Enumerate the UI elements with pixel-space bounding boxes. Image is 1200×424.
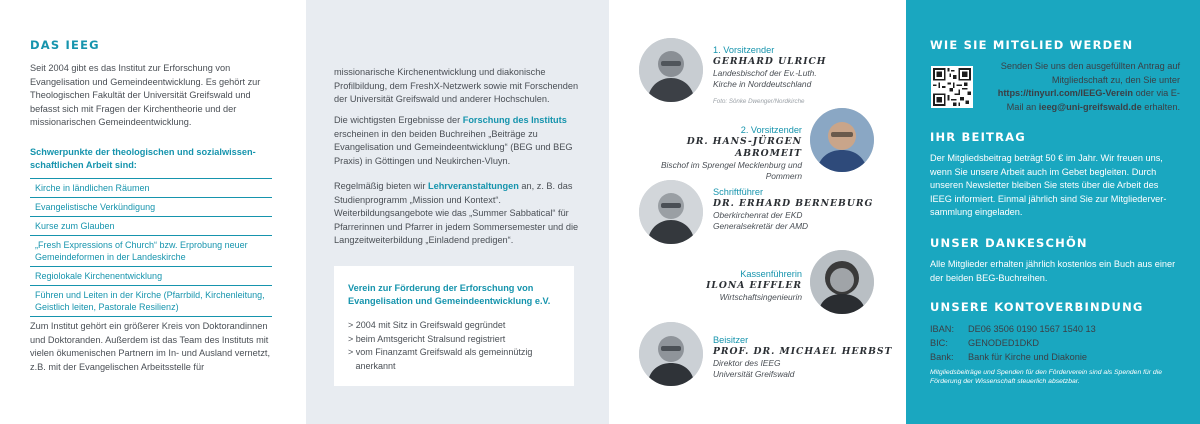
focus-heading: Schwerpunkte der theologischen und sozialwissen-schaftlichen Arbeit sind: bbox=[30, 147, 256, 170]
join-text-post: erhalten. bbox=[1141, 101, 1180, 112]
section-title-fee: IHR BEITRAG bbox=[930, 130, 1026, 144]
portrait-photo bbox=[810, 108, 874, 172]
research-text-pre: Die wichtigsten Ergebnisse der bbox=[334, 115, 463, 125]
member-role: 2. Vorsitzender bbox=[740, 125, 802, 135]
teaching-highlight: Lehrveranstaltungen bbox=[427, 181, 519, 191]
section-title-bank: UNSERE KONTOVERBINDUNG bbox=[930, 300, 1144, 314]
bank-label: Bank: bbox=[930, 352, 954, 362]
member-desc: Landesbischof der Ev.-Luth. bbox=[713, 68, 817, 78]
institute-outro: Zum Institut gehört ein größerer Kreis von Doktorandinnen und Doktoranden. Außerdem ist das Team des Instituts mit vielen ökumenischen Partnern im In- und Ausland vernetzt, z.B. mit der Evangelischen Arbeitsstelle für bbox=[30, 321, 271, 372]
focus-item: Führen und Leiten in der Kirche (Pfarrbild, Kirchenleitung, Geistlich leiten, Pastorale Resilienz) bbox=[30, 286, 272, 317]
qr-code-icon bbox=[933, 68, 971, 106]
association-fact: anerkannt bbox=[348, 360, 396, 371]
board-member-treasurer bbox=[660, 268, 802, 303]
member-name: ILONA EIFFLER bbox=[706, 280, 802, 291]
tax-note: Mitgliedsbeiträge und Spenden für den Förderverein sind als Spenden für die Förderung der Wissenschaft steuerlich absetzbar. bbox=[930, 369, 1162, 385]
thanks-text: Alle Mitglieder erhalten jährlich kostenlos ein Buch aus einer der beiden BEG-Buchreihen. bbox=[930, 259, 1176, 283]
association-fact: > vom Finanzamt Greifswald als gemeinnützig bbox=[348, 347, 533, 357]
association-fact: > 2004 mit Sitz in Greifswald gegründet bbox=[348, 320, 506, 330]
bank-row-bic bbox=[930, 337, 1039, 349]
join-text-mid: oder via E-Mail an bbox=[1006, 88, 1180, 112]
membership-url-link[interactable]: https://tinyurl.com/IEEG-Verein bbox=[997, 88, 1134, 99]
research-highlight: Forschung des Instituts bbox=[462, 115, 567, 125]
portrait-photo bbox=[639, 38, 703, 102]
teaching-text-pre: Regelmäßig bieten wir bbox=[334, 181, 428, 191]
fee-text: Der Mitgliedsbeitrag beträgt 50 € im Jahr. Wir freuen uns, wenn Sie unsere Arbeit auch im Gebet begleiten. Durch unseren Newsletter bleiben Sie stets über die Arbeit des IEEG informiert. Einmal jährlich sind Sie zur Mitgliederver-sammlung eingeladen. bbox=[930, 153, 1167, 218]
portrait-icon bbox=[639, 322, 703, 386]
member-name: GERHARD ULRICH bbox=[713, 56, 827, 67]
iban-value: DE06 3506 0190 1567 1540 13 bbox=[968, 324, 1096, 334]
network-text: missionarische Kirchenentwicklung und diakonische Profilbildung, dem FreshX-Netzwerk sowie mit Forschenden der Universität Greifswald und anderer Hochschulen. bbox=[334, 67, 579, 105]
photo-credit: Foto: Sönke Dwenger/Nordkirche bbox=[713, 98, 805, 105]
board-member-vice-chair bbox=[636, 124, 802, 181]
focus-item: Kirche in ländlichen Räumen bbox=[30, 179, 272, 198]
member-name: DR. ERHARD BERNEBURG bbox=[713, 198, 874, 209]
focus-item: Evangelistische Verkündigung bbox=[30, 198, 272, 217]
member-desc: Universität Greifswald bbox=[713, 368, 795, 379]
member-name: PROF. DR. MICHAEL HERBST bbox=[713, 346, 893, 357]
association-title: Verein zur Förderung der Erforschung von Evangelisation und Gemeindeentwicklung e.V. bbox=[348, 283, 551, 306]
member-role: Schriftführer bbox=[713, 187, 764, 197]
join-text-pre: Senden Sie uns den ausgefüllten Antrag auf Mitgliedschaft zu, den Sie unter bbox=[1000, 61, 1180, 85]
teaching-text bbox=[334, 180, 584, 248]
portrait-photo bbox=[639, 322, 703, 386]
focus-item: „Fresh Expressions of Church“ bzw. Erprobung neuer Gemeindeformen in der Landeskirche bbox=[30, 236, 272, 267]
board-member-assessor bbox=[713, 334, 899, 379]
section-title-ieeg: DAS IEEG bbox=[30, 38, 100, 52]
member-role: Kassenführerin bbox=[740, 269, 802, 279]
bank-row-name bbox=[930, 351, 1087, 363]
research-text-post: erscheinen in den beiden Buchreihen „Beiträge zu Evangelisation und Gemeindeentwicklung“ (BEG und BEG Praxis) in Göttingen und Neukirchen-Vluyn. bbox=[334, 128, 573, 166]
association-box bbox=[334, 266, 574, 386]
member-role: 1. Vorsitzender bbox=[713, 45, 775, 55]
member-desc: Oberkirchenrat der EKD bbox=[713, 210, 803, 220]
research-text bbox=[334, 114, 584, 168]
member-role: Beisitzer bbox=[713, 335, 749, 345]
focus-item: Regiolokale Kirchenentwicklung bbox=[30, 267, 272, 286]
member-desc: Bischof im Sprengel Mecklenburg und bbox=[660, 160, 802, 170]
association-facts bbox=[348, 319, 560, 373]
bic-value: GENODED1DKD bbox=[968, 338, 1039, 348]
association-fact: > beim Amtsgericht Stralsund registriert bbox=[348, 333, 506, 344]
bank-row-iban bbox=[930, 323, 1096, 335]
qr-code[interactable] bbox=[931, 66, 973, 108]
portrait-icon bbox=[639, 180, 703, 244]
portrait-icon bbox=[810, 108, 874, 172]
member-name: DR. HANS-JÜRGEN ABROMEIT bbox=[686, 136, 802, 159]
board-member-secretary bbox=[713, 186, 903, 231]
board-member-chair bbox=[713, 44, 893, 108]
portrait-icon bbox=[810, 250, 874, 314]
focus-list bbox=[30, 178, 272, 317]
bank-label: IBAN: bbox=[930, 324, 954, 334]
teaching-text-post: an, z. B. das Studienprogramm „Mission und Kontext“. Weiterbildungsangebote wie das „Summer Sabbatical“ für Pfarrerinnen und Pfarrer in jedem Sommersemester und die Langzeitweiterbildung „Einladend predigen“. bbox=[334, 181, 579, 246]
join-text bbox=[994, 60, 1180, 114]
bank-name-value: Bank für Kirche und Diakonie bbox=[968, 352, 1087, 362]
member-desc: Pommern bbox=[765, 170, 802, 181]
section-title-thanks: UNSER DANKESCHÖN bbox=[930, 236, 1088, 250]
institute-intro: Seit 2004 gibt es das Institut zur Erforschung von Evangelisation und Gemeindeentwicklung. Es gehört zur Theologischen Fakultät der Universität Greifswald und befasst sich mit Fragen der Kirchentheorie und der missionarischen Gemeindeentwicklung. bbox=[30, 63, 261, 128]
portrait-photo bbox=[810, 250, 874, 314]
portrait-icon bbox=[639, 38, 703, 102]
member-desc: Wirtschaftsingenieurin bbox=[719, 292, 802, 302]
portrait-photo bbox=[639, 180, 703, 244]
member-desc: Kirche in Norddeutschland bbox=[713, 78, 812, 89]
bank-label: BIC: bbox=[930, 338, 948, 348]
membership-email-link[interactable]: ieeg@uni-greifswald.de bbox=[1038, 101, 1142, 112]
member-desc: Generalsekretär der AMD bbox=[713, 220, 809, 231]
section-title-join: WIE SIE MITGLIED WERDEN bbox=[930, 38, 1134, 52]
member-desc: Direktor des IEEG bbox=[713, 358, 781, 368]
focus-item: Kurse zum Glauben bbox=[30, 217, 272, 236]
